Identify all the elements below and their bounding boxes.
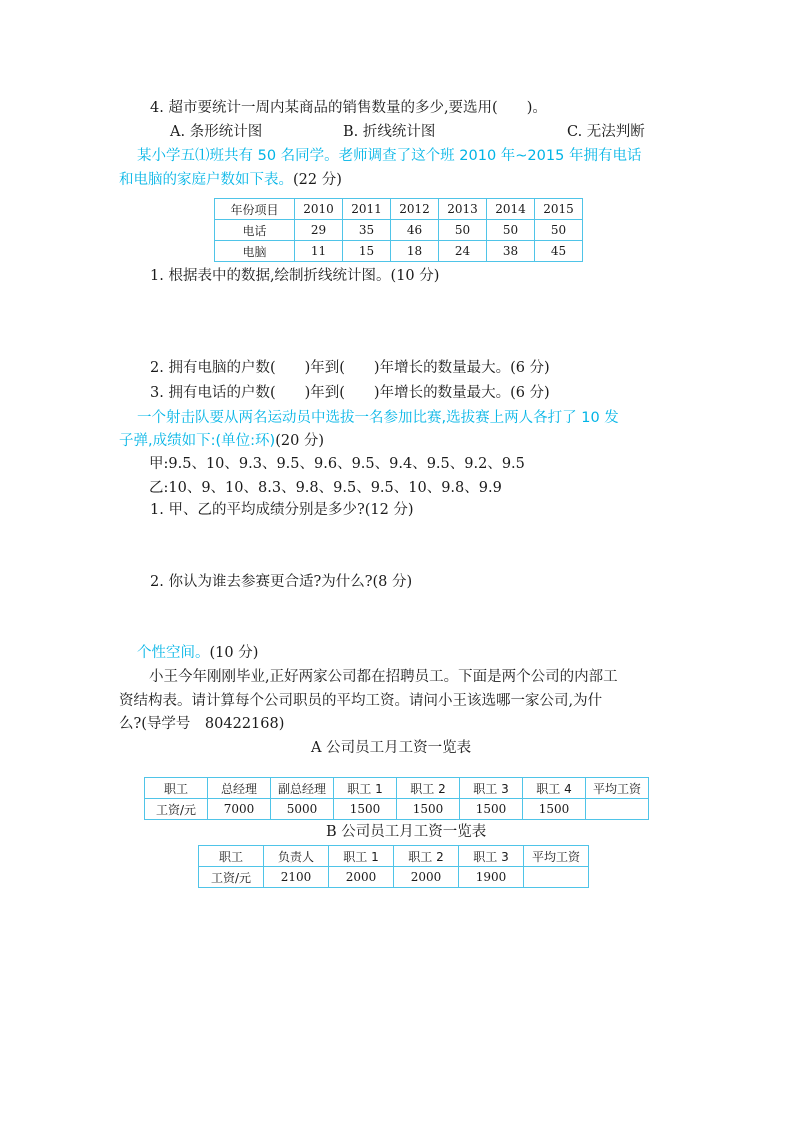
section6-q1: 1. 甲、乙的平均成绩分别是多少?(12 分) — [150, 502, 414, 518]
table-header-cell: 平均工资 — [586, 778, 649, 799]
section5-heading-text: 和电脑的家庭户数如下表。 — [119, 172, 293, 188]
table-row — [215, 241, 583, 262]
table-header-cell: 2014 — [487, 199, 535, 220]
table-cell: 11 — [295, 241, 343, 262]
table-cell: 18 — [391, 241, 439, 262]
section7-paragraph-line3: 么?(导学号 80422168) — [119, 716, 285, 732]
table-cell: 工资/元 — [145, 799, 208, 820]
jia-scores: 甲:9.5、10、9.3、9.5、9.6、9.5、9.4、9.5、9.2、9.5 — [149, 456, 525, 472]
table-header-cell: 2011 — [343, 199, 391, 220]
table-cell: 1900 — [459, 867, 524, 888]
table-cell: 29 — [295, 220, 343, 241]
table-cell: 38 — [487, 241, 535, 262]
q4-option-b[interactable]: B. 折线统计图 — [343, 124, 436, 140]
table-header-row — [215, 199, 583, 220]
table-header-cell: 2012 — [391, 199, 439, 220]
section7-paragraph-line2: 资结构表。请计算每个公司职员的平均工资。请问小王该选哪一家公司,为什 — [119, 693, 603, 709]
table-header-cell: 平均工资 — [524, 846, 589, 867]
table-header-cell: 职工 3 — [459, 846, 524, 867]
q4-option-a[interactable]: A. 条形统计图 — [170, 124, 263, 140]
table-cell: 7000 — [208, 799, 271, 820]
table-header-cell: 职工 2 — [394, 846, 459, 867]
average-salary-cell[interactable] — [586, 799, 649, 820]
section6-heading-line1: 一个射击队要从两名运动员中选拔一名参加比赛,选拔赛上两人各打了 10 发 — [137, 410, 619, 426]
table-row — [145, 799, 649, 820]
table-cell: 1500 — [460, 799, 523, 820]
table-cell: 35 — [343, 220, 391, 241]
table-header-cell: 职工 1 — [334, 778, 397, 799]
table-cell: 46 — [391, 220, 439, 241]
average-salary-cell[interactable] — [524, 867, 589, 888]
table-cell: 电话 — [215, 220, 295, 241]
section5-q1: 1. 根据表中的数据,绘制折线统计图。(10 分) — [150, 268, 440, 284]
table-header-row — [145, 778, 649, 799]
table-header-cell: 职工 — [199, 846, 264, 867]
table-cell: 2000 — [394, 867, 459, 888]
table-header-row — [199, 846, 589, 867]
table-cell: 工资/元 — [199, 867, 264, 888]
section7-paragraph-line1: 小王今年刚刚毕业,正好两家公司都在招聘员工。下面是两个公司的内部工 — [149, 669, 618, 685]
table-header-cell: 职工 3 — [460, 778, 523, 799]
table-cell: 1500 — [334, 799, 397, 820]
table-header-cell: 职工 4 — [523, 778, 586, 799]
section7-heading: 个性空间。 — [137, 645, 210, 661]
table-cell: 45 — [535, 241, 583, 262]
table-header-cell: 副总经理 — [271, 778, 334, 799]
table-cell: 15 — [343, 241, 391, 262]
table-header-cell: 职工 2 — [397, 778, 460, 799]
table-cell: 1500 — [397, 799, 460, 820]
table-row — [199, 867, 589, 888]
section6-q2: 2. 你认为谁去参赛更合适?为什么?(8 分) — [150, 574, 413, 590]
section6-heading-line2 — [119, 431, 324, 451]
table-header-cell: 职工 — [145, 778, 208, 799]
table-cell: 50 — [535, 220, 583, 241]
table-header-cell: 负责人 — [264, 846, 329, 867]
table-cell: 5000 — [271, 799, 334, 820]
q4-option-c[interactable]: C. 无法判断 — [567, 124, 645, 140]
section5-heading-line1: 某小学五⑴班共有 50 名同学。老师调查了这个班 2010 年~2015 年拥有电话 — [137, 148, 642, 164]
phone-computer-table — [214, 198, 583, 262]
yi-scores: 乙:10、9、10、8.3、9.8、9.5、9.5、10、9.8、9.9 — [149, 480, 502, 496]
table-header-cell: 2013 — [439, 199, 487, 220]
section7-points: (10 分) — [209, 645, 259, 661]
table-header-cell: 职工 1 — [329, 846, 394, 867]
table-b-title: B 公司员工月工资一览表 — [326, 824, 487, 840]
section7-heading-line — [137, 643, 258, 663]
table-cell: 1500 — [523, 799, 586, 820]
table-header-cell: 总经理 — [208, 778, 271, 799]
table-cell: 24 — [439, 241, 487, 262]
section5-q3: 3. 拥有电话的户数( )年到( )年增长的数量最大。(6 分) — [150, 385, 550, 401]
table-header-cell: 年份项目 — [215, 199, 295, 220]
table-cell: 50 — [487, 220, 535, 241]
section5-points: (22 分) — [293, 172, 342, 188]
table-row — [215, 220, 583, 241]
section6-points: (20 分) — [275, 433, 325, 449]
company-b-salary-table — [198, 845, 589, 888]
table-cell: 2000 — [329, 867, 394, 888]
table-cell: 50 — [439, 220, 487, 241]
table-cell: 2100 — [264, 867, 329, 888]
section5-q2: 2. 拥有电脑的户数( )年到( )年增长的数量最大。(6 分) — [150, 360, 550, 376]
table-a-title: A 公司员工月工资一览表 — [311, 740, 472, 756]
q4-stem: 4. 超市要统计一周内某商品的销售数量的多少,要选用( )。 — [150, 100, 547, 116]
section6-heading-text: 子弹,成绩如下:(单位:环) — [119, 433, 276, 449]
table-header-cell: 2010 — [295, 199, 343, 220]
company-a-salary-table — [144, 777, 649, 820]
table-header-cell: 2015 — [535, 199, 583, 220]
table-cell: 电脑 — [215, 241, 295, 262]
section5-heading-line2 — [119, 170, 342, 190]
